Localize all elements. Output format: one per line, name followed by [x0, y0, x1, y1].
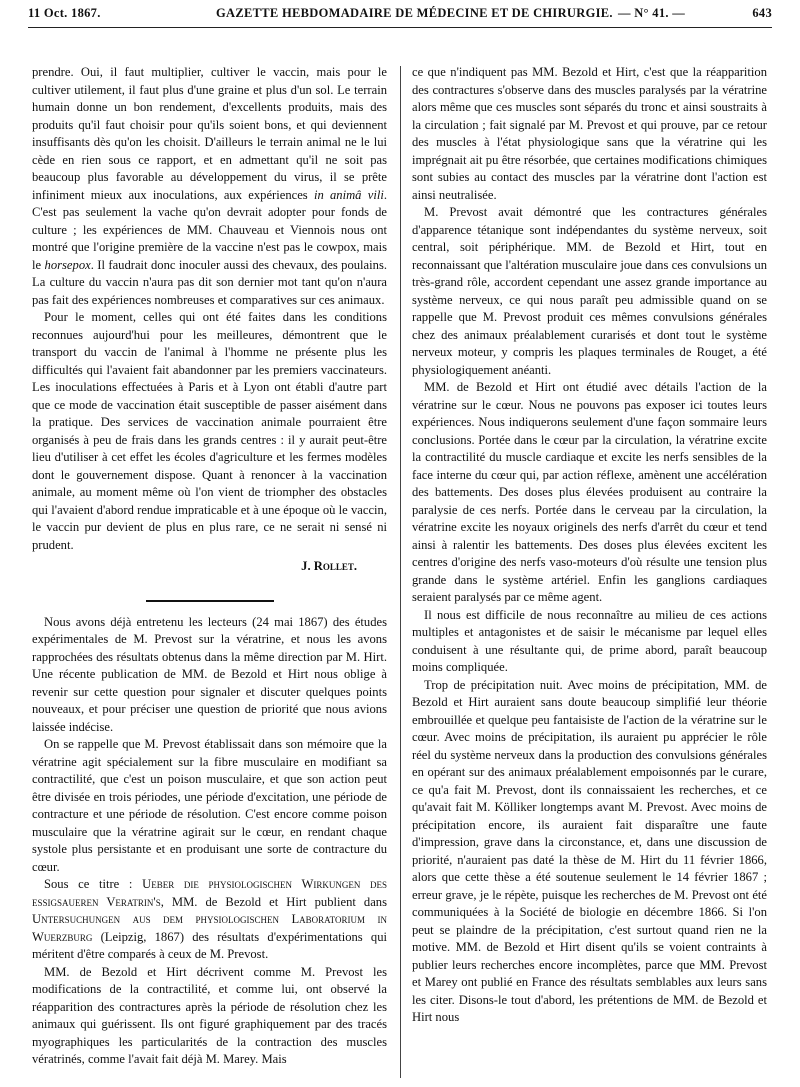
paragraph: Nous avons déjà entretenu les lecteurs (24 mai 1867) des études expérimentales de M. Prevost sur la vératrine, et nous les avons rapprochées des résultats obtenus dans la même direction par M. Hirt. Une récente publication de MM. de Bezold et Hirt nous oblige à revenir sur cette question pour signaler et discuter quelques points nouveaux, et pour préciser une question de priorité que nous avions laissée indécise.: [32, 614, 387, 734]
section-separator: [146, 600, 274, 602]
cited-title: Ueber die physiologischen Wirkungen des essigsaueren Veratrin's: [32, 877, 387, 909]
text-run: (Leipzig, 1867) des résultats d'expérimentations qui méritent d'être comparés à ceux de M. Prevost.: [32, 929, 387, 961]
running-header: [28, 6, 772, 26]
text-run: . C'est pas seulement la vache qu'on devrait adopter pour fonds de culture ; les expériences de MM. Chauveau et Viennois nous ont montré que l'origine première de la vaccine n'est pas le cowpox, mais le: [32, 187, 387, 272]
page-number: 643: [752, 6, 772, 20]
cited-journal: Untersuchungen aus dem physiologischen Laboratorium in Wuerzburg: [32, 912, 387, 944]
author-signature: J. Rollet.: [301, 559, 357, 573]
right-column: [412, 64, 767, 1027]
paragraph: ce que n'indiquent pas MM. Bezold et Hirt, c'est que la réapparition des contractures s'observe dans des muscles paralysés par la vératrine alors même que ces muscles sont séparés du tronc et ainsi soustraits à la circulation ; fait signalé par M. Prevost et qui prouve, par ce retour des muscles à l'état physiologique sans que la vératrine qui les imprégnait ait pu être résorbée, que certaines modifications chimiques sont subies au contact des muscles par la vératrine dont l'action est ainsi neutralisée.: [412, 65, 767, 202]
header-date: 11 Oct. 1867.: [28, 6, 101, 20]
column-divider: [400, 66, 401, 1078]
issue-number: — N° 41. —: [618, 6, 686, 20]
paragraph: Il nous est difficile de nous reconnaître au milieu de ces actions multiples et antagonistes et de saisir le mécanisme par lequel elles conduisent à une résultante qui, de prime abord, paraît beaucoup moins compliquée.: [412, 607, 767, 674]
paragraph: [32, 64, 387, 309]
italic-text: horsepox: [44, 257, 91, 272]
left-column: [32, 64, 387, 1069]
text-run: , MM. de Bezold et Hirt publient dans: [160, 894, 388, 909]
paragraph: Trop de précipitation nuit. Avec moins de précipitation, MM. de Bezold et Hirt auraient sans doute beaucoup simplifié leur théorie embrouillée et quelque peu fantaisiste de l'action de la vératrine sur le cœur. Avec moins de précipitation, ils auraient pu apprécier le rôle réel du système nerveux dans la production des convulsions générales en opérant sur des animaux préalablement empoisonnés par le curare, ce qu'a fait M. Prevost, dont ils connaissaient les recherches, et ce qu'avait fait M. Kölliker longtemps avant M. Prevost. Avec moins de précipitation encore, ils auraient fait disparaître une faute d'impression, grave dans la circonstance, et, dans une discussion de priorité, n'auraient pas daté la thèse de M. Hirt du 11 février 1866, alors que cette thèse a été soutenue seulement le 14 février 1867 ; erreur grave, je le répète, puisque les recherches de M. Prevost ont été communiquées à la Société de biologie en décembre 1866. Si l'on peut se plaindre de la précipitation, c'est surtout quand rien ne la motive. MM. de Bezold et Hirt disent qu'ils se voient contraints à publier leurs recherches encore incomplètes, parce que MM. Prevost et Marey ont publié en France des résultats semblables aux leurs sans les citer. Disons-le tout d'abord, les prétentions de MM. de Bezold et Hirt nous: [412, 677, 767, 1024]
text-run: . Il faudrait donc inoculer aussi des chevaux, des poulains. La culture du vaccin n'aura pas dit son dernier mot tant qu'on n'aura pas fait des expériences nombreuses et comparatives sur ces animaux.: [32, 257, 387, 307]
paragraph: M. Prevost avait démontré que les contractures générales d'apparence tétanique sont indépendantes du système nerveux, soit central, soit périphérique. MM. de Bezold et Hirt, tout en reconnaissant que l'altération musculaire joue dans ces convulsions un très-grand rôle, accordent cependant une assez grande importance au système nerveux, ce qui nous paraît peu admissible quand on se rappelle que M. Prevost produit ces mêmes convulsions générales chez des animaux préalablement curarisés et dont tout le système nerveux moteur, y compris les plaques terminales de Rouget, a été physiologiquement anéanti.: [412, 205, 767, 377]
paragraph: MM. de Bezold et Hirt décrivent comme M. Prevost les modifications de la contractilité, et comme lui, ont observé la réapparition des contractures après la période de résolution chez les animaux qui guérissent. Ils ont figuré graphiquement par des tracés myographiques les particularités de la contraction des muscles vératrinés, comme l'avait fait déjà M. Marey. Mais: [32, 964, 387, 1066]
text-run: prendre. Oui, il faut multiplier, cultiver le vaccin, mais pour le cultiver utilement, il faut plus d'une graine et plus d'un sol. Le terrain humain donne un bon rendement, d'excellents produits, mais des produits qu'il faut choisir pour qu'ils soient bons, et qui deviennent insuffisants dès qu'on les choisit. D'ailleurs le terrain animal ne le lui cède en rien sous ce rapport, et en admettant qu'il ne soit pas beaucoup plus favorable au développement du virus, il se prête infiniment mieux aux inoculations, aux expériences: [32, 65, 387, 202]
paragraph: On se rappelle que M. Prevost établissait dans son mémoire que la vératrine agit spécialement sur la fibre musculaire en modifiant sa contractilité, que c'est un poison musculaire, et que son action peut être divisée en trois périodes, une période d'excitation, une période de contracture et une période de résolution. C'est encore comme poison musculaire que la vératrine agirait sur le cœur, en rendant chaque systole plus persistante et en produisant une sorte de contracture du cœur.: [32, 737, 387, 874]
text-run: Sous ce titre :: [44, 877, 133, 891]
journal-title: GAZETTE HEBDOMADAIRE DE MÉDECINE ET DE CHIRURGIE.: [216, 6, 613, 20]
header-rule: [28, 27, 772, 28]
paragraph: [32, 876, 387, 964]
italic-text: in animâ vili: [313, 187, 384, 202]
paragraph: Pour le moment, celles qui ont été faites dans les conditions reconnues aujourd'hui pour les meilleures, démontrent que le transport du vaccin de l'animal à l'homme ne présente plus les difficultés qui l'avaient fait abandonner par les premiers vaccinateurs. Les inoculations effectuées à Paris et à Lyon ont établi d'autre part que ce mode de vaccination était susceptible de passer aisément dans la pratique. Des services de vaccination animale pourraient être organisés à peu de frais dans les grands centres : il y aurait peut-être lieu d'utiliser à cet effet les écoles d'agriculture et les fermes modèles dont le gouvernement dispose. Quant à renoncer à la vaccination animale, au moment même où l'on vient de triompher des obstacles qui l'avaient d'abord rendue impraticable et à une époque où le vaccin, le vaccin pur devient de plus en plus rare, ce ne serait ni sensé ni prudent.: [32, 310, 387, 552]
paragraph: MM. de Bezold et Hirt ont étudié avec détails l'action de la vératrine sur le cœur. Nous ne pouvons pas exposer ici toutes leurs expériences. Nous indiquerons seulement d'une façon sommaire leurs conclusions. Portée dans le cœur par la circulation, la vératrine excite la contractilité du muscle cardiaque et excite les nerfs sensibles de la face interne du cœur qui, par action réflexe, amènent une accélération des battements. Des doses plus élevées produisent au contraire la paralysie de ces nerfs. Portée dans le cerveau par la circulation, la vératrine excite les noyaux originels des nerfs d'arrêt du cœur et tend ainsi à ralentir les battements. Des doses plus élevées excitent les centres d'origine des nerfs vaso-moteurs d'où résulte une tension plus grande dans le système artériel. Enfin les ganglions cardiaques seraient paralysés par ce même agent.: [412, 380, 767, 604]
